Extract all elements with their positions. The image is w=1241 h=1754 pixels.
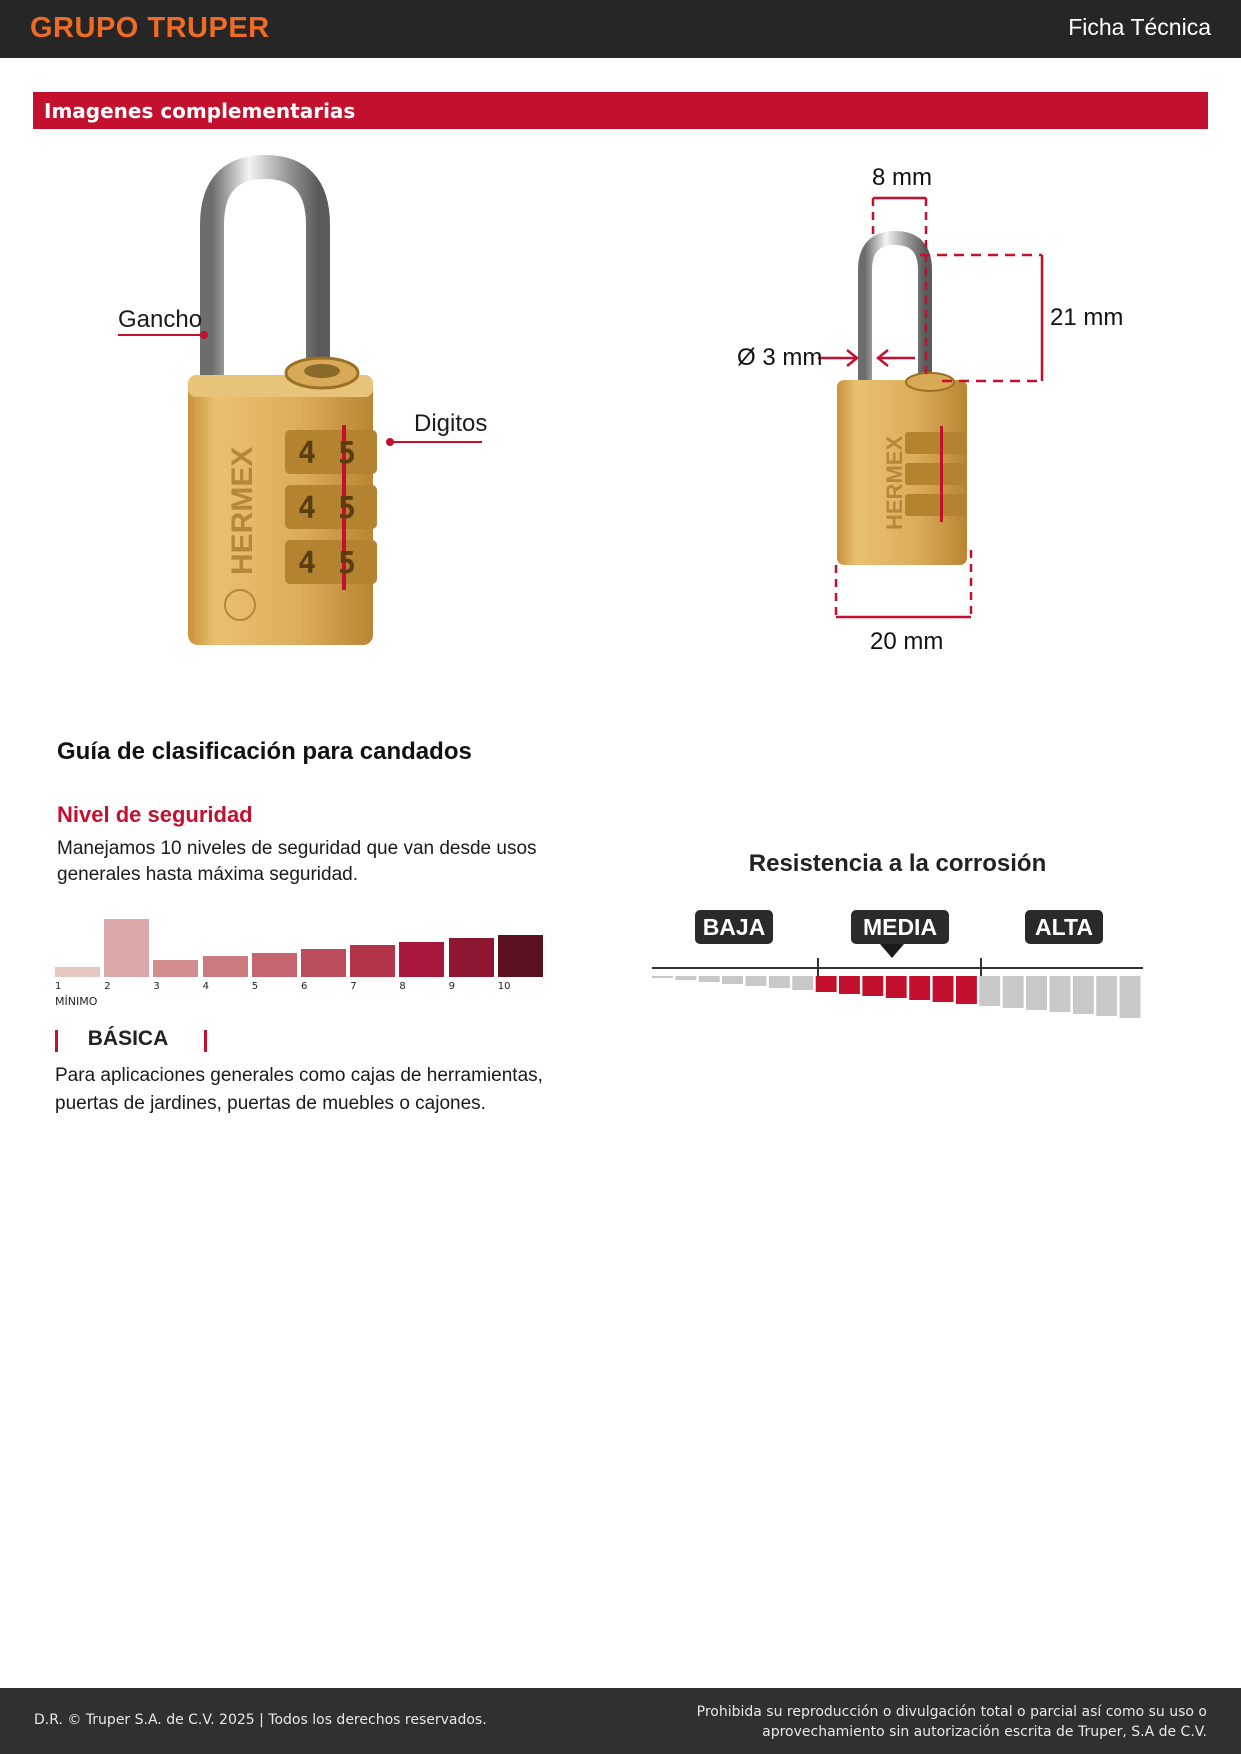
corrosion-segment <box>1026 976 1047 1010</box>
copyright-text: D.R. © Truper S.A. de C.V. 2025 | Todos los derechos reservados. <box>34 1712 487 1728</box>
guide-title: Guía de clasificación para candados <box>57 738 472 765</box>
security-level-heading: Nivel de seguridad <box>57 802 253 827</box>
corrosion-segment <box>1120 976 1141 1018</box>
level-name-box <box>55 1027 207 1052</box>
security-level-bar <box>153 960 198 977</box>
dial-digit: 5 <box>338 546 357 581</box>
corrosion-segment <box>1096 976 1117 1016</box>
corrosion-segment <box>886 976 907 998</box>
dial-digit: 5 <box>338 491 357 526</box>
security-level-bar <box>203 956 248 977</box>
dial-digit: 4 <box>298 436 317 471</box>
corrosion-segment <box>1003 976 1024 1008</box>
security-level-description: Manejamos 10 niveles de seguridad que van desde usos generales hasta máxima seguridad. <box>57 838 537 885</box>
level-name: BÁSICA <box>87 1027 169 1050</box>
security-level-bar <box>498 935 543 977</box>
corrosion-scale <box>650 940 1145 1022</box>
shackle-height-label: 21 mm <box>1050 304 1124 331</box>
security-level-tick: 5 <box>251 981 259 992</box>
padlock-dimensions-image <box>730 180 1150 640</box>
section-title: Imagenes complementarias <box>44 99 356 123</box>
corrosion-segment <box>839 976 860 994</box>
security-level-tick: 10 <box>497 981 511 992</box>
page-header <box>0 0 1241 58</box>
page-footer <box>0 1688 1241 1754</box>
security-level-tick: 2 <box>104 981 111 992</box>
legal-notice-line: Prohibida su reproducción o divulgación total o parcial así como su uso o <box>696 1704 1207 1720</box>
section-header <box>33 92 1208 129</box>
corrosion-segment <box>699 976 720 982</box>
corrosion-segment <box>956 976 977 1004</box>
corrosion-segment <box>722 976 743 984</box>
corrosion-segment <box>816 976 837 992</box>
corrosion-low-badge: BAJA <box>695 910 773 944</box>
corrosion-medium-badge: MEDIA <box>851 910 949 944</box>
shackle <box>865 238 925 395</box>
engraved-brand: HERMEX <box>226 446 259 575</box>
corrosion-title: Resistencia a la corrosión <box>748 850 1047 877</box>
brand-logo: GRUPO TRUPER <box>30 12 270 44</box>
dial-digit: 4 <box>298 546 317 581</box>
dial-digit: 5 <box>338 436 357 471</box>
corrosion-high-badge: ALTA <box>1025 910 1103 944</box>
security-level-tick: 1 <box>55 981 62 992</box>
corrosion-segment <box>909 976 930 1000</box>
security-level-scale <box>55 915 545 995</box>
selected-pointer <box>880 944 904 958</box>
security-level-tick: 8 <box>399 981 406 992</box>
corrosion-segment <box>1050 976 1071 1012</box>
corrosion-segment <box>769 976 790 988</box>
shackle-width-label: 8 mm <box>872 164 932 191</box>
height-21mm-dimension <box>920 255 1042 381</box>
corrosion-segment <box>933 976 954 1002</box>
corrosion-segment <box>862 976 883 996</box>
security-level-bar <box>399 942 444 977</box>
corrosion-segment <box>792 976 813 990</box>
security-level-tick: 3 <box>153 981 160 992</box>
security-level-tick: 9 <box>448 981 455 992</box>
security-level-bar <box>252 953 297 977</box>
security-level-bar <box>449 938 494 977</box>
engraved-brand: HERMEX <box>882 435 907 530</box>
security-level-tick: 6 <box>301 981 308 992</box>
corrosion-segment <box>979 976 1000 1006</box>
corrosion-segment <box>746 976 767 986</box>
level-detail: Para aplicaciones generales como cajas de herramientas, puertas de jardines, puertas de muebles o cajones. <box>55 1065 543 1114</box>
dial-digit: 4 <box>298 491 317 526</box>
legal-notice-line: aprovechamiento sin autorización escrita de Truper, S.A de C.V. <box>762 1724 1207 1740</box>
security-level-bar <box>104 919 149 977</box>
corrosion-segment <box>652 976 673 978</box>
body-width-label: 20 mm <box>870 628 944 655</box>
corrosion-segment <box>1073 976 1094 1014</box>
security-level-tick: 4 <box>202 981 209 992</box>
document-type: Ficha Técnica <box>1068 14 1211 40</box>
shackle-label: Gancho <box>118 306 203 333</box>
security-level-bar <box>301 949 346 977</box>
digits-label: Digitos <box>414 410 488 437</box>
security-level-bar <box>350 945 395 977</box>
corrosion-segment <box>675 976 696 980</box>
minimum-label: MÍNIMO <box>55 995 98 1008</box>
shackle-diameter-label: Ø 3 mm <box>737 344 823 371</box>
legal-notice <box>647 1702 1207 1742</box>
security-level-tick: 7 <box>350 981 357 992</box>
security-level-bar <box>55 967 100 977</box>
